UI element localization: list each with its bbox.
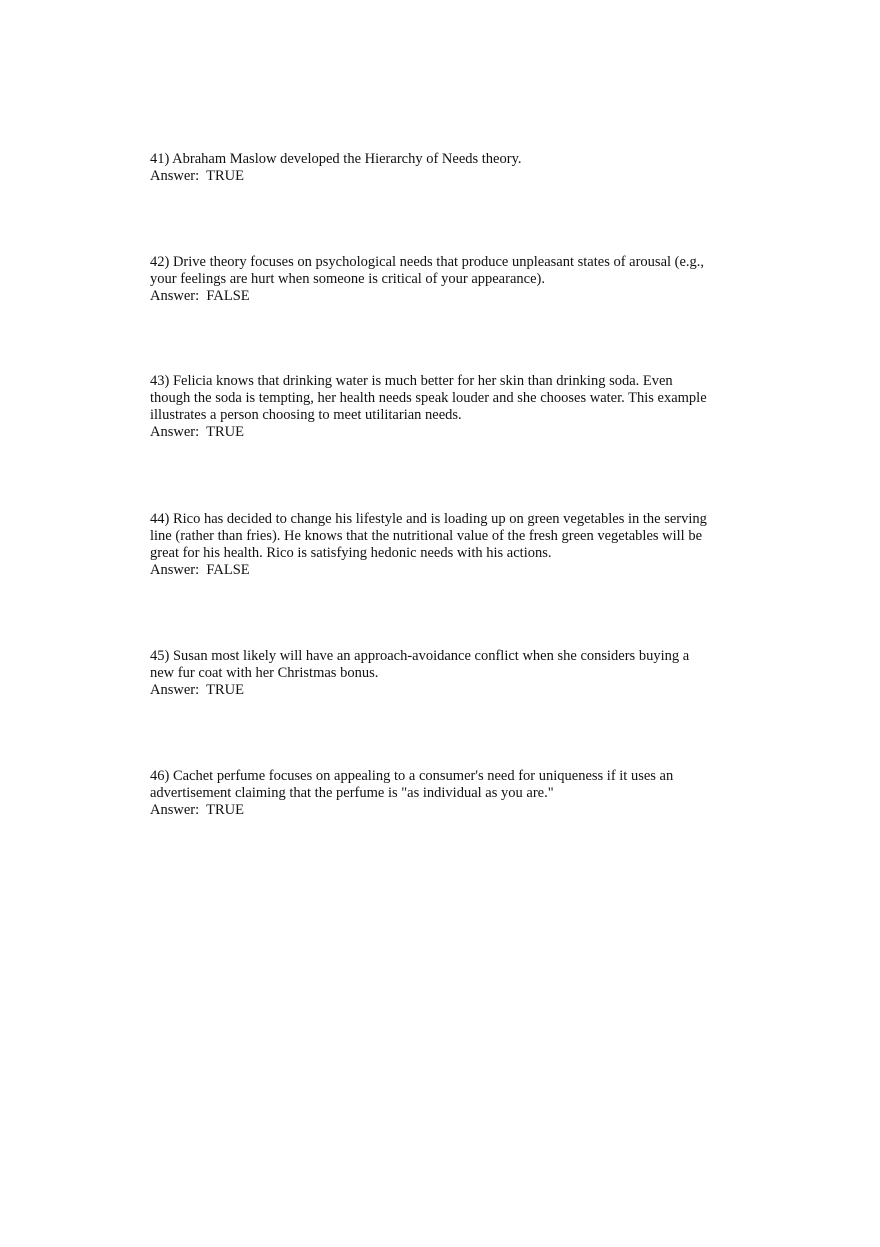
question-text-line: 46) Cachet perfume focuses on appealing to a consumer's need for uniqueness if it uses an [150, 768, 674, 784]
answer-text: Answer: TRUE [150, 168, 244, 184]
question-41 [150, 151, 740, 185]
question-45 [150, 648, 740, 699]
question-text-line: though the soda is tempting, her health needs speak louder and she chooses water. This example [150, 390, 707, 406]
question-43 [150, 373, 740, 441]
question-text-line: 43) Felicia knows that drinking water is much better for her skin than drinking soda. Even [150, 373, 673, 389]
question-text-line: new fur coat with her Christmas bonus. [150, 665, 379, 681]
answer-text: Answer: FALSE [150, 288, 250, 304]
question-text-line: 44) Rico has decided to change his lifestyle and is loading up on green vegetables in the serving [150, 511, 707, 527]
question-text-line: line (rather than fries). He knows that the nutritional value of the fresh green vegetables will be [150, 528, 703, 544]
question-text-line: illustrates a person choosing to meet utilitarian needs. [150, 407, 462, 423]
answer-text: Answer: FALSE [150, 562, 250, 578]
question-46 [150, 768, 740, 819]
answer-text: Answer: TRUE [150, 802, 244, 818]
question-44 [150, 511, 740, 579]
question-text-line: advertisement claiming that the perfume is "as individual as you are." [150, 785, 554, 801]
answer-text: Answer: TRUE [150, 424, 244, 440]
question-text-line: 42) Drive theory focuses on psychological needs that produce unpleasant states of arousal (e.g., [150, 254, 705, 270]
answer-text: Answer: TRUE [150, 682, 244, 698]
question-42 [150, 254, 740, 305]
question-text-line: 41) Abraham Maslow developed the Hierarchy of Needs theory. [150, 151, 522, 167]
question-text-line: 45) Susan most likely will have an approach-avoidance conflict when she considers buying a [150, 648, 690, 664]
question-text-line: your feelings are hurt when someone is critical of your appearance). [150, 271, 545, 287]
question-text-line: great for his health. Rico is satisfying hedonic needs with his actions. [150, 545, 552, 561]
